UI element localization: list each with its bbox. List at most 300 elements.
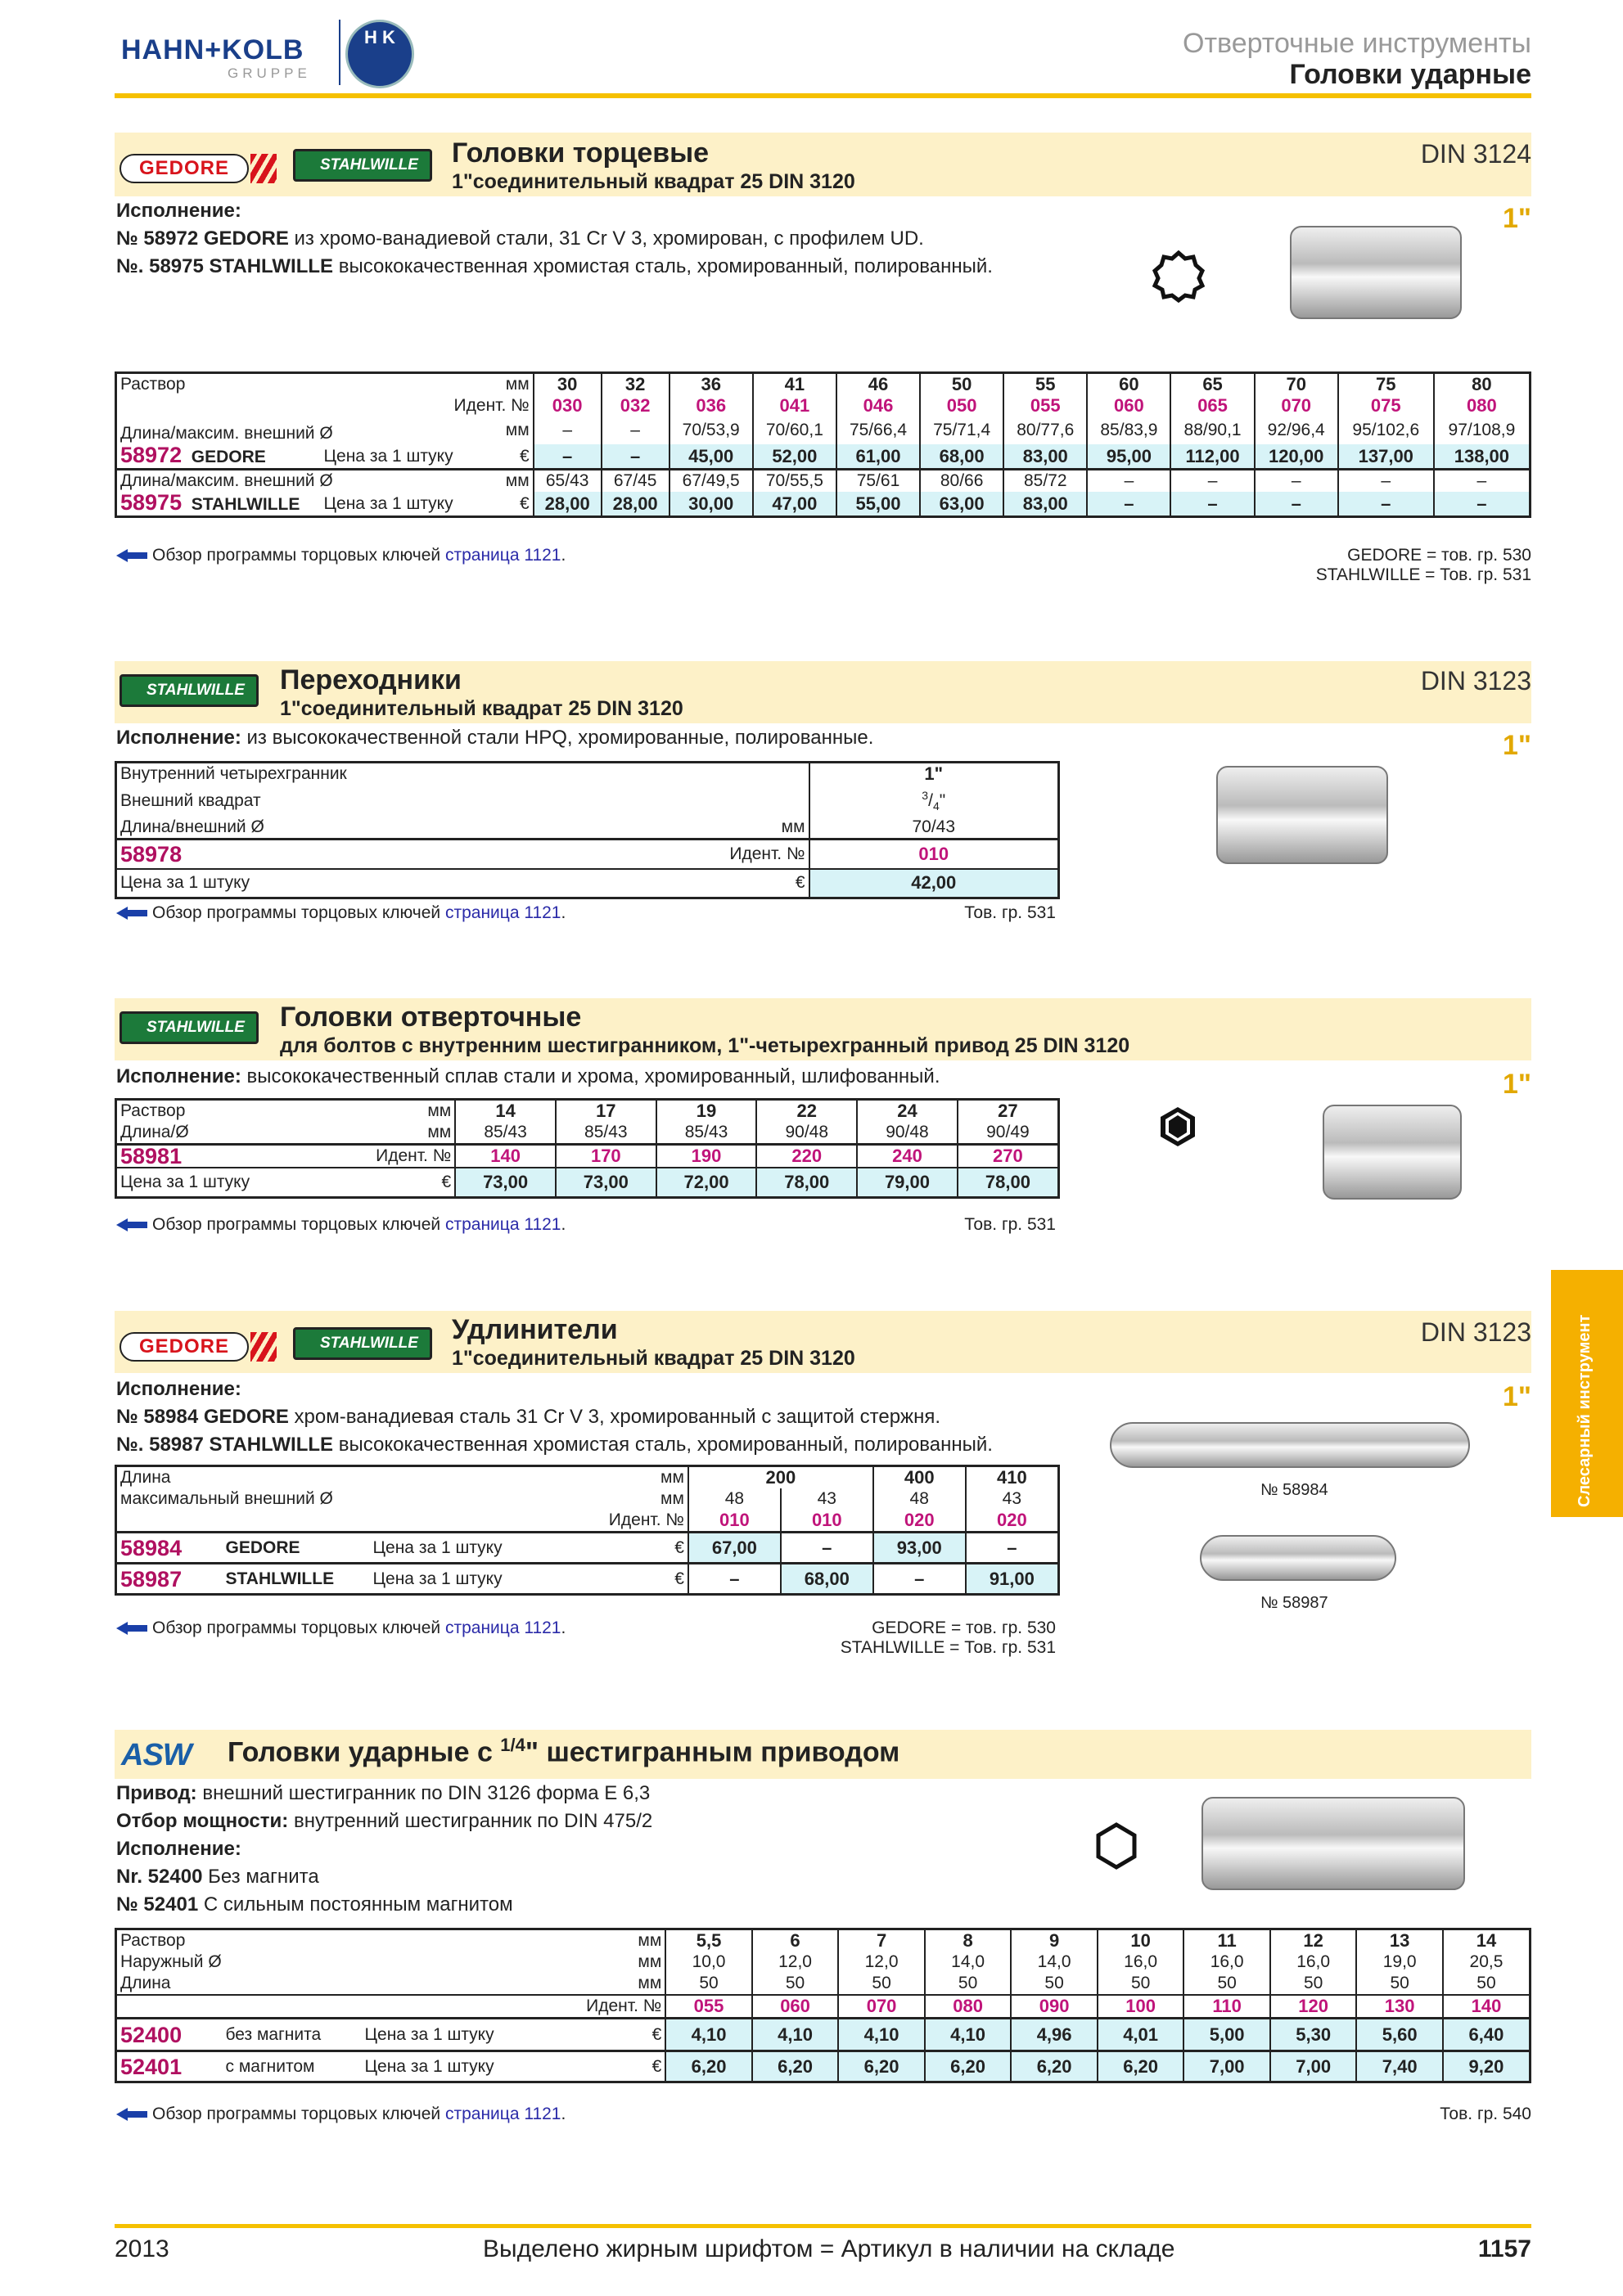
s1-line1: № 58972 GEDORE из хромо-ванадиевой стали, 31 Cr V 3, хромирован, с профилем UD.: [116, 227, 924, 250]
stahlwille-logo: STAHLWILLE: [293, 1327, 432, 1360]
cell: –: [1338, 492, 1434, 517]
s1-line2: №. 58975 STAHLWILLE высококачественная хромистая сталь, хромированный, полированный.: [116, 255, 993, 277]
cell: 140: [455, 1145, 556, 1168]
cell: 73,00: [556, 1168, 656, 1197]
cell: –: [781, 1533, 873, 1564]
cell: Цена за 1 штуку: [323, 493, 453, 513]
hexagon-icon: [1156, 1105, 1200, 1149]
cell: 1": [809, 763, 1059, 786]
cell: мм: [505, 375, 530, 394]
cell: 12,0: [838, 1952, 925, 1973]
cell: 28,00: [602, 492, 669, 517]
arrow-left-icon: [116, 2108, 147, 2121]
asw-logo: ASW: [121, 1738, 192, 1772]
s5-exec-label: Исполнение:: [116, 1838, 241, 1860]
s1-subtitle: 1"соединительный квадрат 25 DIN 3120: [452, 170, 855, 193]
cell: 46: [836, 373, 920, 396]
s2-subtitle: 1"соединительный квадрат 25 DIN 3120: [280, 697, 683, 720]
s5-drive: Привод: внешний шестигранник по DIN 3126 форма E 6,3: [116, 1782, 651, 1804]
s2-size: 1": [1502, 730, 1531, 761]
logo-divider: [339, 20, 340, 85]
cell: 50: [1270, 1973, 1357, 1995]
s4-group-2: STAHLWILLE = Тов. гр. 531: [840, 1638, 1056, 1657]
s5-power: Отбор мощности: внутренний шестигранник по DIN 475/2: [116, 1810, 653, 1832]
header-subcategory: Головки ударные: [1289, 59, 1531, 90]
s1-group-1: GEDORE = тов. гр. 530: [1347, 546, 1531, 565]
cell: 50: [1443, 1973, 1531, 1995]
arrow-left-icon: [116, 907, 147, 920]
cell: 12,0: [752, 1952, 839, 1973]
cell: без магнита: [223, 2019, 362, 2051]
cell: 075: [1338, 395, 1434, 416]
gedore-stripes-icon: [250, 1332, 277, 1362]
cell: 090: [1011, 1995, 1098, 2019]
cell: 83,00: [1003, 444, 1087, 470]
cell: 95,00: [1087, 444, 1170, 470]
cell: Длина/Ø: [120, 1123, 189, 1141]
cell: 16,0: [1270, 1952, 1357, 1973]
cell: Раствор: [120, 375, 186, 394]
cell: Раствор: [120, 1931, 186, 1950]
cell: 4,10: [752, 2019, 839, 2051]
cell: Внешний квадрат: [120, 790, 261, 810]
s3-overview-link[interactable]: Обзор программы торцовых ключей страница 1121.: [116, 1215, 566, 1235]
cell: 47,00: [753, 492, 836, 517]
cell: –: [1255, 492, 1338, 517]
article-number: 52401: [116, 2051, 223, 2082]
cell: мм: [660, 1468, 684, 1487]
s1-size: 1": [1502, 203, 1531, 234]
cell: Цена за 1 штуку: [370, 1533, 606, 1564]
cell: 67,00: [688, 1533, 781, 1564]
cell: 4,96: [1011, 2019, 1098, 2051]
article-number: 58972: [120, 443, 183, 467]
cell: –: [1434, 492, 1531, 517]
cell: Идент. №: [608, 1510, 684, 1529]
s2-title: Переходники: [280, 664, 462, 696]
cell: Идент. №: [300, 1145, 456, 1168]
cell: мм: [638, 1952, 662, 1971]
brand-name: GEDORE: [191, 448, 266, 466]
cell: €: [628, 869, 809, 898]
cell: 88/90,1: [1170, 416, 1254, 444]
arrow-left-icon: [116, 549, 147, 562]
cell: 70: [1255, 373, 1338, 396]
cell: 4,10: [665, 2019, 752, 2051]
cell: 48: [688, 1488, 781, 1510]
s1-table: [115, 371, 1531, 518]
cell: 70/53,9: [669, 416, 753, 444]
cell: Цена за 1 штуку: [362, 2051, 633, 2082]
cell: €: [519, 493, 530, 513]
article-number: 58984: [116, 1533, 223, 1564]
cell: 041: [753, 395, 836, 416]
cell: 14: [455, 1100, 556, 1123]
cell: 70/60,1: [753, 416, 836, 444]
bit-socket-product-image: [1323, 1105, 1462, 1200]
cell: 12: [1270, 1929, 1357, 1952]
cell: 010: [688, 1510, 781, 1533]
cell: 055: [1003, 395, 1087, 416]
cell: 6,20: [752, 2051, 839, 2082]
s2-din: DIN 3123: [1420, 666, 1531, 696]
s2-table: [115, 761, 1060, 899]
cell: 8: [925, 1929, 1012, 1952]
cell: 85/43: [656, 1122, 757, 1145]
cell: 52,00: [753, 444, 836, 470]
cell: 75/61: [836, 470, 920, 493]
cell: €: [519, 446, 530, 466]
cell: 060: [752, 1995, 839, 2019]
cell: Длина/внешний Ø: [120, 817, 264, 837]
cell: –: [602, 416, 669, 444]
s3-exec: Исполнение: высококачественный сплав стали и хрома, хромированный, шлифованный.: [116, 1065, 940, 1087]
cell: 97/108,9: [1434, 416, 1531, 444]
cell: 046: [836, 395, 920, 416]
cell: 7,40: [1356, 2051, 1443, 2082]
cell: –: [1338, 470, 1434, 493]
cell: 55: [1003, 373, 1087, 396]
cell: 065: [1170, 395, 1254, 416]
s3-group: Тов. гр. 531: [964, 1215, 1056, 1234]
cell: 14: [1443, 1929, 1531, 1952]
cell: 6,20: [838, 2051, 925, 2082]
cell: 080: [1434, 395, 1531, 416]
cell: 43: [781, 1488, 873, 1510]
cell: 4,10: [925, 2019, 1012, 2051]
hexagon-outline-icon: [1092, 1821, 1141, 1871]
cell: 90/49: [958, 1122, 1059, 1145]
s4-table: [115, 1465, 1060, 1596]
cell: 032: [602, 395, 669, 416]
s3-size: 1": [1502, 1069, 1531, 1100]
cell: €: [300, 1168, 456, 1197]
cell: мм: [638, 1931, 662, 1950]
cell: мм: [638, 1974, 662, 1992]
cell: 85/43: [455, 1122, 556, 1145]
cell: 36: [669, 373, 753, 396]
cell: 50: [1098, 1973, 1184, 1995]
cell: 19: [656, 1100, 757, 1123]
cell: –: [1170, 470, 1254, 493]
page-number: 1157: [1477, 2235, 1531, 2262]
cell: 16,0: [1098, 1952, 1184, 1973]
cell: 32: [602, 373, 669, 396]
cell: –: [534, 444, 602, 470]
article-number: 58981: [116, 1145, 300, 1168]
cell: –: [534, 416, 602, 444]
s2-group: Тов. гр. 531: [964, 903, 1056, 922]
cell: мм: [427, 1101, 452, 1120]
cell: 19,0: [1356, 1952, 1443, 1973]
s2-overview-link[interactable]: Обзор программы торцовых ключей страница 1121.: [116, 903, 566, 923]
s1-exec-label: Исполнение:: [116, 200, 241, 222]
cell: 50: [752, 1973, 839, 1995]
cell: 10,0: [665, 1952, 752, 1973]
header-category: Отверточные инструменты: [1183, 28, 1531, 59]
s1-title: Головки торцевые: [452, 137, 710, 169]
cell: 5,30: [1270, 2019, 1357, 2051]
cell: 410: [966, 1466, 1059, 1489]
cell: 85/72: [1003, 470, 1087, 493]
cell: 220: [756, 1145, 857, 1168]
cell: 30,00: [669, 492, 753, 517]
stahlwille-logo: STAHLWILLE: [119, 1011, 259, 1044]
cell: 75/71,4: [920, 416, 1003, 444]
footer-rule: [115, 2224, 1531, 2228]
cell: 63,00: [920, 492, 1003, 517]
cell: 78,00: [958, 1168, 1059, 1197]
cell: 68,00: [781, 1564, 873, 1595]
s5-table: [115, 1928, 1531, 2083]
s5-line2: № 52401 С сильным постоянным магнитом: [116, 1893, 513, 1916]
cell: –: [1170, 492, 1254, 517]
company-logo: HAHN+KOLB: [121, 34, 304, 65]
company-emblem: H K: [345, 20, 414, 88]
cell: Идент. №: [116, 1995, 666, 2019]
footer-legend: Выделено жирным шрифтом = Артикул в наличии на складе: [483, 2235, 1175, 2262]
cell: €: [606, 1533, 688, 1564]
footer-year: 2013: [115, 2235, 169, 2262]
cell: 070: [838, 1995, 925, 2019]
article-number: 58975: [120, 490, 183, 515]
cell: Длина: [120, 1468, 171, 1487]
cell: 67/45: [602, 470, 669, 493]
cell: 6,20: [1098, 2051, 1184, 2082]
cell: Цена за 1 штуку: [116, 1168, 300, 1197]
s3-subtitle: для болтов с внутренним шестигранником, 1"-четырехгранный привод 25 DIN 3120: [280, 1034, 1130, 1057]
s1-overview-link[interactable]: Обзор программы торцовых ключей страница 1121.: [116, 546, 566, 565]
s5-title: Головки ударные с $^{1/4}$" шестигранным приводом: [228, 1735, 900, 1768]
cell: 28,00: [534, 492, 602, 517]
cell: 4,10: [838, 2019, 925, 2051]
side-tab[interactable]: Слесарный инструмент: [1551, 1270, 1623, 1517]
cell: 68,00: [920, 444, 1003, 470]
extension-long-image: [1110, 1422, 1470, 1468]
cell: 070: [1255, 395, 1338, 416]
cell: 22: [756, 1100, 857, 1123]
cell: 030: [534, 395, 602, 416]
cell: 7: [838, 1929, 925, 1952]
cell: 6,20: [925, 2051, 1012, 2082]
cell: 20,5: [1443, 1952, 1531, 1973]
cell: Цена за 1 штуку: [362, 2019, 633, 2051]
cell: 10: [1098, 1929, 1184, 1952]
nut-setter-product-image: [1201, 1797, 1465, 1890]
cell: Длина/максим. внешний Ø: [120, 424, 333, 443]
cell: 13: [1356, 1929, 1443, 1952]
cell: 43: [966, 1488, 1059, 1510]
cell: 41: [753, 373, 836, 396]
s3-title: Головки отверточные: [280, 1002, 582, 1033]
caption-58984: № 58984: [1260, 1481, 1328, 1499]
cell: $^3/_4$": [809, 785, 1059, 817]
cell: 73,00: [455, 1168, 556, 1197]
cell: 5,00: [1183, 2019, 1270, 2051]
cell: 95/102,6: [1338, 416, 1434, 444]
cell: мм: [494, 470, 533, 493]
cell: 79,00: [857, 1168, 958, 1197]
cell: 055: [665, 1995, 752, 2019]
cell: –: [602, 444, 669, 470]
cell: 036: [669, 395, 753, 416]
cell: 100: [1098, 1995, 1184, 2019]
cell: 50: [665, 1973, 752, 1995]
cell: –: [1434, 470, 1531, 493]
s4-exec-label: Исполнение:: [116, 1378, 241, 1400]
s4-subtitle: 1"соединительный квадрат 25 DIN 3120: [452, 1347, 855, 1370]
cell: –: [1087, 492, 1170, 517]
s4-din: DIN 3123: [1420, 1317, 1531, 1347]
cell: с магнитом: [223, 2051, 362, 2082]
cell: 140: [1443, 1995, 1531, 2019]
cell: 6,40: [1443, 2019, 1531, 2051]
cell: 138,00: [1434, 444, 1531, 470]
cell: –: [873, 1564, 966, 1595]
cell: 11: [1183, 1929, 1270, 1952]
s4-overview-link[interactable]: Обзор программы торцовых ключей страница 1121.: [116, 1618, 566, 1638]
twelve-point-profile-icon: [1152, 250, 1205, 303]
cell: 60: [1087, 373, 1170, 396]
cell: 50: [1183, 1973, 1270, 1995]
article-number: 58987: [116, 1564, 223, 1595]
cell: 170: [556, 1145, 656, 1168]
adapter-product-image: [1216, 766, 1388, 864]
s5-group: Тов. гр. 540: [1440, 2105, 1531, 2123]
s3-table: [115, 1098, 1060, 1199]
cell: 91,00: [966, 1564, 1059, 1595]
brand-name: STAHLWILLE: [191, 495, 300, 514]
header-rule: [115, 93, 1531, 98]
cell: 67/49,5: [669, 470, 753, 493]
stahlwille-logo: STAHLWILLE: [119, 674, 259, 707]
cell: Идент. №: [628, 840, 809, 869]
cell: Раствор: [120, 1101, 186, 1120]
cell: 080: [925, 1995, 1012, 2019]
gedore-stripes-icon: [250, 154, 277, 183]
cell: Идент. №: [453, 396, 530, 415]
cell: мм: [660, 1489, 684, 1508]
cell: 9: [1011, 1929, 1098, 1952]
cell: 6: [752, 1929, 839, 1952]
s5-line1: Nr. 52400 Без магнита: [116, 1866, 319, 1888]
cell: 190: [656, 1145, 757, 1168]
s4-size: 1": [1502, 1381, 1531, 1412]
arrow-left-icon: [116, 1218, 147, 1231]
cell: 61,00: [836, 444, 920, 470]
s4-line1: № 58984 GEDORE хром-ванадиевая сталь 31 Cr V 3, хромированный с защитой стержня.: [116, 1406, 941, 1428]
cell: 120,00: [1255, 444, 1338, 470]
cell: 6,20: [665, 2051, 752, 2082]
cell: 17: [556, 1100, 656, 1123]
cell: Цена за 1 штуку: [116, 869, 629, 898]
cell: Длина/максим. внешний Ø: [116, 470, 494, 493]
cell: 65/43: [534, 470, 602, 493]
cell: 010: [809, 840, 1059, 869]
cell: 80/77,6: [1003, 416, 1087, 444]
cell: Цена за 1 штуку: [370, 1564, 606, 1595]
cell: 5,60: [1356, 2019, 1443, 2051]
cell: мм: [505, 421, 530, 439]
brand-name: GEDORE: [223, 1533, 370, 1564]
cell: 240: [857, 1145, 958, 1168]
stahlwille-logo: STAHLWILLE: [293, 149, 432, 182]
s4-title: Удлинители: [452, 1314, 618, 1345]
cell: 4,01: [1098, 2019, 1184, 2051]
cell: €: [606, 1564, 688, 1595]
s2-exec: Исполнение: из высококачественной стали HPQ, хромированные, полированные.: [116, 727, 874, 749]
cell: Цена за 1 штуку: [323, 446, 453, 466]
s4-group-1: GEDORE = тов. гр. 530: [872, 1618, 1056, 1637]
cell: –: [966, 1533, 1059, 1564]
cell: 50: [1011, 1973, 1098, 1995]
cell: –: [688, 1564, 781, 1595]
cell: 50: [925, 1973, 1012, 1995]
cell: 020: [966, 1510, 1059, 1533]
cell: Наружный Ø: [120, 1952, 222, 1971]
cell: 55,00: [836, 492, 920, 517]
cell: 85/43: [556, 1122, 656, 1145]
cell: 93,00: [873, 1533, 966, 1564]
cell: 75/66,4: [836, 416, 920, 444]
cell: 48: [873, 1488, 966, 1510]
cell: 400: [873, 1466, 966, 1489]
cell: 130: [1356, 1995, 1443, 2019]
cell: максимальный внешний Ø: [120, 1489, 333, 1508]
cell: 80/66: [920, 470, 1003, 493]
s5-overview-link[interactable]: Обзор программы торцовых ключей страница 1121.: [116, 2105, 566, 2124]
cell: 50: [1356, 1973, 1443, 1995]
cell: 060: [1087, 395, 1170, 416]
cell: 45,00: [669, 444, 753, 470]
cell: 90/48: [756, 1122, 857, 1145]
s1-group-2: STAHLWILLE = Тов. гр. 531: [1315, 565, 1531, 584]
cell: €: [633, 2051, 665, 2082]
cell: 78,00: [756, 1168, 857, 1197]
socket-product-image: [1290, 226, 1462, 319]
cell: –: [1255, 470, 1338, 493]
cell: 050: [920, 395, 1003, 416]
company-logo-sub: GRUPPE: [228, 65, 311, 81]
cell: 80: [1434, 373, 1531, 396]
cell: 83,00: [1003, 492, 1087, 517]
cell: 020: [873, 1510, 966, 1533]
article-number: 58978: [116, 840, 629, 869]
article-number: 52400: [116, 2019, 223, 2051]
cell: 9,20: [1443, 2051, 1531, 2082]
gedore-logo: GEDORE: [119, 1332, 249, 1362]
cell: 14,0: [925, 1952, 1012, 1973]
cell: 70/43: [809, 817, 1059, 840]
cell: 7,00: [1270, 2051, 1357, 2082]
cell: 6,20: [1011, 2051, 1098, 2082]
cell: 137,00: [1338, 444, 1434, 470]
cell: 110: [1183, 1995, 1270, 2019]
cell: –: [1087, 470, 1170, 493]
cell: 70/55,5: [753, 470, 836, 493]
cell: 16,0: [1183, 1952, 1270, 1973]
cell: 50: [920, 373, 1003, 396]
cell: €: [633, 2019, 665, 2051]
cell: Внутренний четырехгранник: [120, 764, 347, 783]
cell: мм: [781, 817, 805, 837]
cell: 85/83,9: [1087, 416, 1170, 444]
s1-din: DIN 3124: [1420, 139, 1531, 169]
cell: 72,00: [656, 1168, 757, 1197]
cell: мм: [427, 1123, 452, 1141]
cell: 30: [534, 373, 602, 396]
cell: 010: [781, 1510, 873, 1533]
